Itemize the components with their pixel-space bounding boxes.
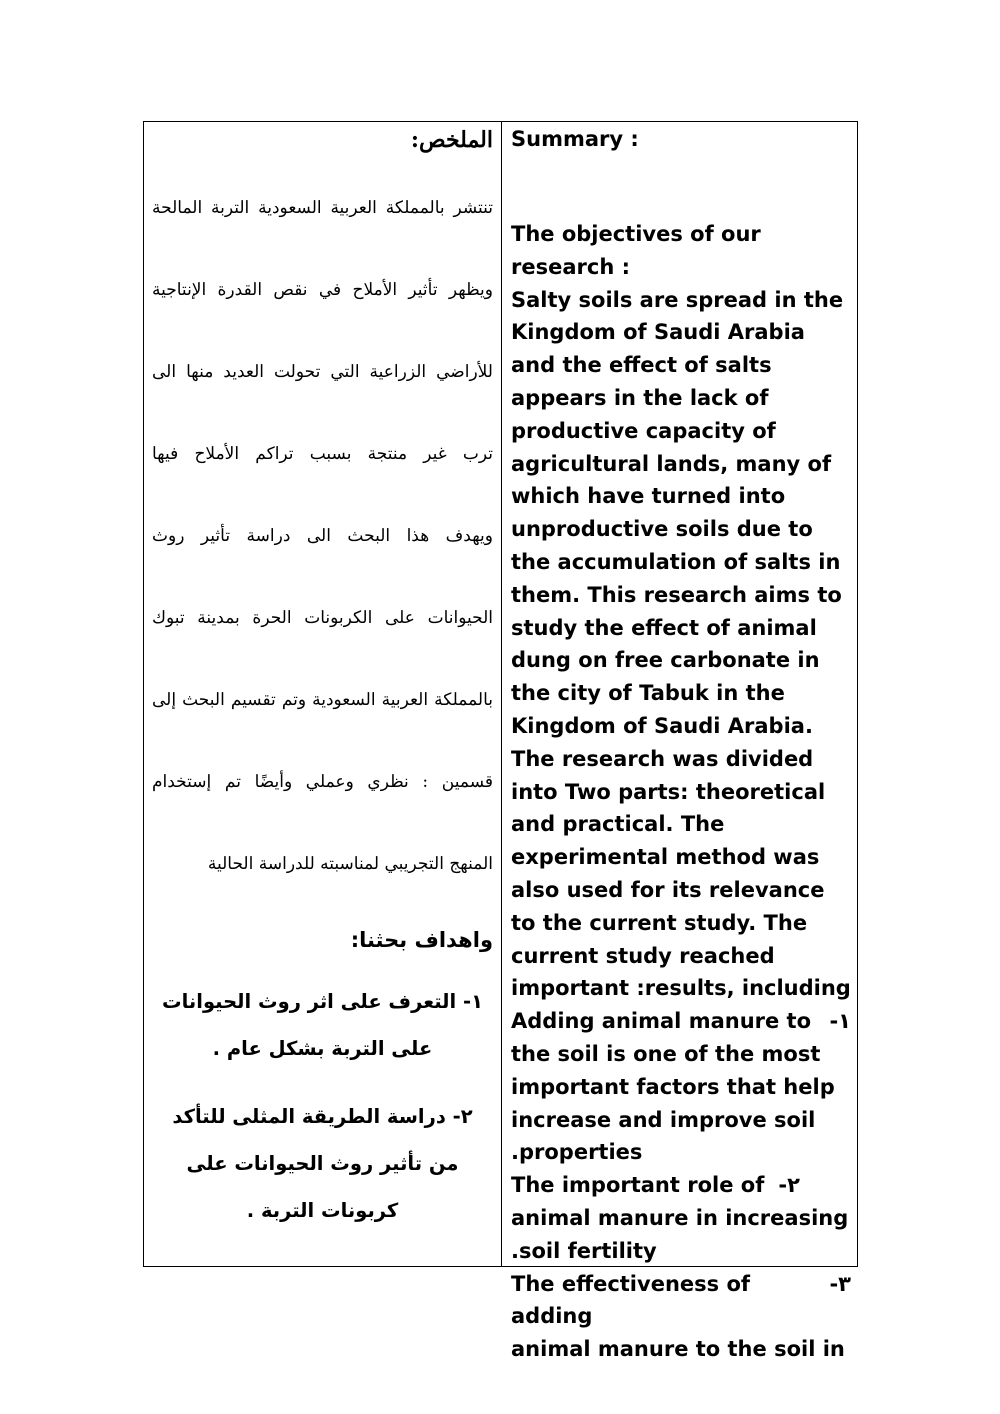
result-text: animal manure in increasing .soil fertility: [511, 1205, 849, 1263]
arabic-paragraph-line: ترب غير منتجة بسبب تراكم الأملاح فيها: [152, 444, 493, 464]
result-number: -١: [829, 1009, 851, 1034]
arabic-paragraph-line: ويظهر تأثير الأملاح في نقص القدرة الإنتاجية: [152, 280, 493, 300]
result-text: animal manure to the soil in: [511, 1337, 845, 1362]
arabic-paragraph-line: المنهج التجريبي لمناسبته للدراسة الحالية: [207, 854, 493, 874]
arabic-paragraph-line: ويهدف هذا البحث الى دراسة تأثير روث: [152, 526, 493, 546]
result-first-line: Adding animal manure to: [511, 1009, 812, 1034]
result-number: -٢: [778, 1173, 800, 1198]
english-summary-column: [502, 122, 857, 1362]
arabic-objectives-heading: واهداف بحثنا:: [350, 928, 493, 952]
result-first-line: The important role of: [511, 1173, 765, 1198]
result-text: the soil is one of the most important factors that help increase and improve soil .properties: [511, 1041, 835, 1165]
english-result-item: [511, 1268, 851, 1366]
english-objectives-heading: The objectives of our research :: [511, 222, 761, 279]
summary-table: [143, 121, 858, 1362]
arabic-paragraph-line: الحيوانات على الكربونات الحرة بمدينة تبوك: [152, 608, 493, 628]
result-number: -٣: [829, 1271, 851, 1296]
english-summary-title: Summary :: [511, 127, 639, 151]
arabic-paragraph-line: تنتشر بالمملكة العربية السعودية التربة المالحة: [152, 198, 493, 218]
result-first-line: The effectiveness of adding: [511, 1271, 751, 1329]
arabic-paragraph-line: قسمين : نظري وعملي وأيضًا تم إستخدام: [152, 772, 493, 792]
english-result-item: [511, 1169, 851, 1267]
english-summary-paragraph: Salty soils are spread in the Kingdom of Saudi Arabia and the effect of salts appears in the lack of productive capacity of agricultural lands, many of which have turned into unproductive soils due to the accumulation of salts in them. This research aims to study the effect of animal dung on free carbonate in the city of Tabuk in the Kingdom of Saudi Arabia. The research was divided into Two parts: theoretical and practical. The experimental method was also used for its relevance to the current study. The current study reached important :results, including: [511, 287, 851, 1001]
arabic-summary-column: [144, 122, 502, 1266]
arabic-summary-title: الملخص:: [410, 127, 493, 153]
arabic-paragraph-line: بالمملكة العربية السعودية وتم تقسيم البحث إلى: [152, 690, 493, 710]
english-summary-body: [511, 218, 851, 1366]
arabic-objective-item: ١- التعرف على اثر روث الحيوانات على التربة بشكل عام .: [162, 990, 483, 1060]
arabic-paragraph-line: للأراضي الزراعية التي تحولت العديد منها الى: [152, 362, 493, 382]
english-result-item: [511, 1005, 851, 1169]
arabic-objective-item: ٢- دراسة الطريقة المثلى للتأكد من تأثير روث الحيوانات على كربونات التربة .: [172, 1105, 473, 1222]
